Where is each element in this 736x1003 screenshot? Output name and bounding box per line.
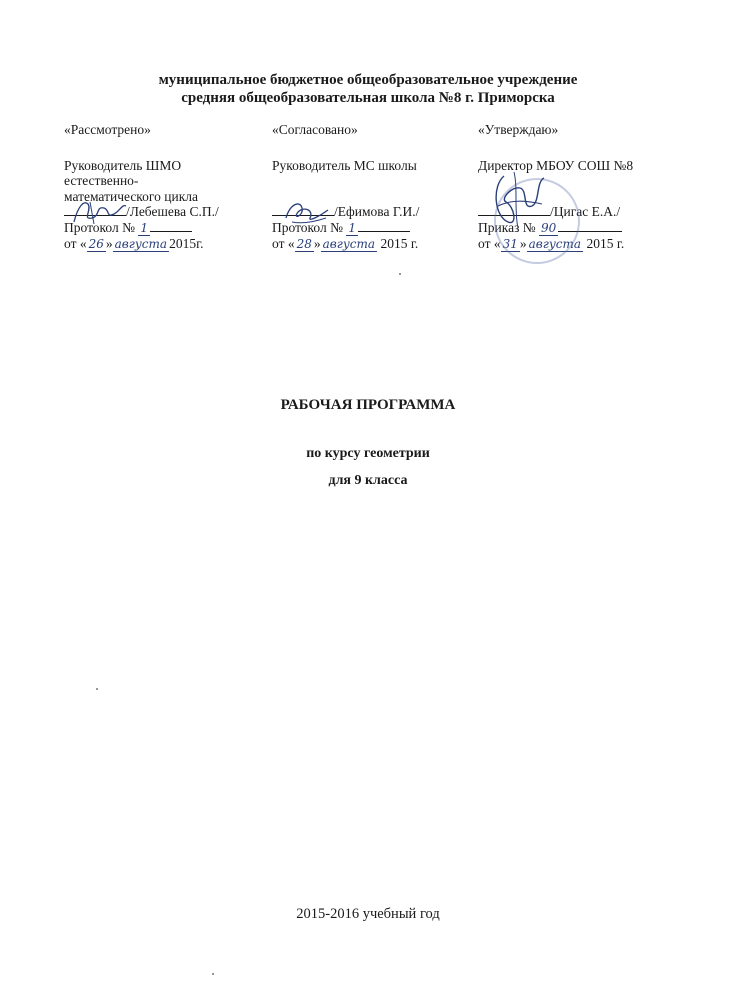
approval-role: Руководитель ШМО	[64, 157, 182, 173]
spacer	[272, 189, 462, 205]
approval-role: Руководитель МС школы	[272, 157, 417, 173]
approval-role-cont: естественно-	[64, 173, 139, 188]
date-prefix: от «	[272, 235, 295, 251]
approval-reviewed	[64, 122, 254, 252]
school-header	[0, 71, 736, 107]
approval-signature-line	[272, 204, 462, 220]
document-subject: по курсу геометрии	[306, 446, 430, 461]
approval-status: «Согласовано»	[272, 122, 358, 137]
date-day: 26	[88, 236, 104, 251]
protocol-label: Протокол №	[272, 219, 343, 235]
approval-role: Директор МБОУ СОШ №8	[478, 157, 634, 173]
scan-speck	[96, 688, 98, 690]
approval-protocol	[64, 220, 254, 236]
approval-role-cont: математического цикла	[64, 188, 198, 204]
date-month: августа	[322, 236, 376, 251]
approval-signature-line	[64, 204, 254, 220]
approval-status: «Рассмотрено»	[64, 122, 151, 137]
school-stamp-icon	[494, 178, 580, 264]
school-name-line: средняя общеобразовательная школа №8 г. Приморска	[181, 90, 555, 106]
approval-signer: /Лебешева С.П./	[126, 204, 219, 219]
order-number: 90	[541, 220, 557, 235]
date-quote: »	[519, 235, 527, 251]
document-grade: для 9 класса	[328, 473, 408, 488]
approval-signer: /Цигас Е.А./	[550, 204, 621, 219]
order-label: Приказ №	[478, 219, 536, 235]
date-year: 2015 г.	[380, 235, 419, 251]
protocol-number: 1	[140, 220, 148, 235]
date-month: августа	[528, 236, 582, 251]
date-month: августа	[114, 236, 168, 251]
date-year: 2015г.	[169, 235, 204, 251]
date-day: 31	[502, 236, 518, 251]
document-title: РАБОЧАЯ ПРОГРАММА	[280, 397, 456, 413]
protocol-number: 1	[348, 220, 356, 235]
spacer	[272, 173, 462, 189]
date-quote: »	[313, 235, 321, 251]
school-type-line: муниципальное бюджетное общеобразовательное учреждение	[158, 72, 578, 88]
scan-speck	[212, 973, 214, 975]
date-prefix: от «	[478, 235, 501, 251]
approval-protocol	[272, 220, 462, 236]
approval-date	[64, 236, 254, 252]
date-quote: »	[105, 235, 113, 251]
scan-speck	[399, 273, 401, 275]
date-day: 28	[296, 236, 312, 251]
academic-year: 2015-2016 учебный год	[296, 906, 440, 922]
approval-date	[272, 236, 462, 252]
approval-signer: /Ефимова Г.И./	[334, 204, 420, 219]
spacer	[478, 173, 678, 189]
approval-agreed	[272, 122, 462, 252]
date-prefix: от «	[64, 235, 87, 251]
protocol-label: Протокол №	[64, 219, 135, 235]
date-year: 2015 г.	[586, 235, 625, 251]
approval-status: «Утверждаю»	[478, 122, 559, 137]
